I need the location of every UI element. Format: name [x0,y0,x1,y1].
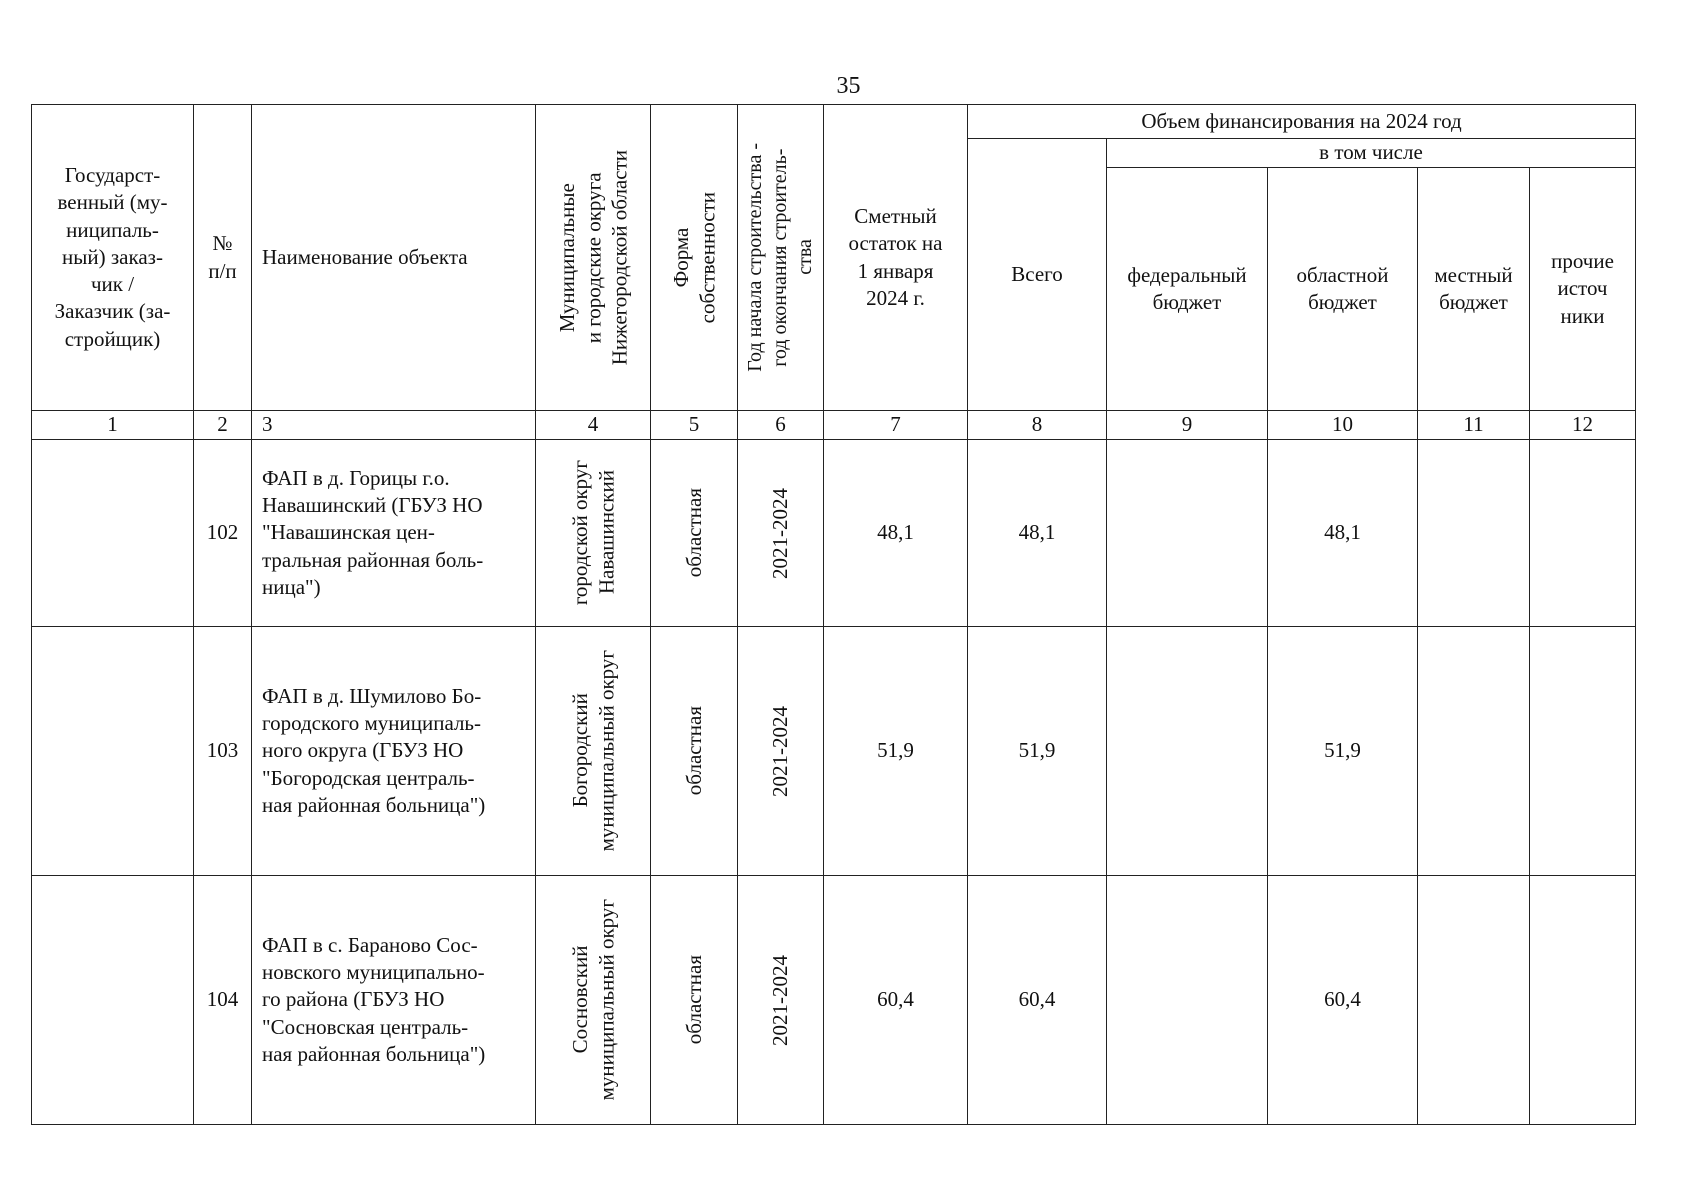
header-object-name: Наименование объекта [252,105,536,411]
years: 2021-2024 [768,954,793,1046]
object-name: ФАП в д. Горицы г.о. Навашинский (ГБУЗ НО "Навашинская цен- тральная районная боль- ница") [252,440,536,627]
column-number: 3 [252,411,536,440]
estimate-value: 51,9 [824,627,968,876]
federal-value [1107,440,1268,627]
municipality-cell [536,440,651,627]
column-number: 8 [968,411,1107,440]
header-ownership: Форма собственности [668,191,719,324]
local-value [1418,440,1530,627]
ownership-cell [651,876,738,1125]
financing-table [31,104,1636,1125]
header-local: местный бюджет [1418,168,1530,411]
header-federal: федеральный бюджет [1107,168,1268,411]
total-value: 48,1 [968,440,1107,627]
column-number: 1 [32,411,194,440]
column-number: 5 [651,411,738,440]
header-regional: областной бюджет [1268,168,1418,411]
customer-cell [32,440,194,627]
column-number: 10 [1268,411,1418,440]
years-cell [738,627,824,876]
header-estimate: Сметный остаток на 1 января 2024 г. [824,105,968,411]
regional-value: 60,4 [1268,876,1418,1125]
federal-value [1107,876,1268,1125]
ownership: областная [681,488,706,578]
header-municipality-cell [536,105,651,411]
column-number: 6 [738,411,824,440]
object-name: ФАП в с. Бараново Сос- новского муниципально- го района (ГБУЗ НО "Сосновская централь- ная районная больница") [252,876,536,1125]
column-number: 7 [824,411,968,440]
object-name: ФАП в д. Шумилово Бо- городского муниципаль- ного округа (ГБУЗ НО "Богородская централь- ная районная больница") [252,627,536,876]
ownership-cell [651,627,738,876]
header-municipality: Муниципальные и городские округа Нижегородской области [554,149,632,366]
table-row [32,876,1636,1125]
column-number: 2 [194,411,252,440]
customer-cell [32,876,194,1125]
header-including: в том числе [1107,139,1636,168]
header-row [32,105,1636,139]
municipality-cell [536,627,651,876]
other-value [1530,440,1636,627]
column-number: 11 [1418,411,1530,440]
estimate-value: 60,4 [824,876,968,1125]
local-value [1418,876,1530,1125]
header-financing: Объем финансирования на 2024 год [968,105,1636,139]
page-number: 35 [836,73,861,99]
column-number: 4 [536,411,651,440]
column-number: 12 [1530,411,1636,440]
municipality: Сосновский муниципальный округ [567,899,618,1101]
municipality: Богородский муниципальный округ [567,650,618,852]
customer-cell [32,627,194,876]
estimate-value: 48,1 [824,440,968,627]
table-row [32,440,1636,627]
header-years-cell [738,105,824,411]
years-cell [738,876,824,1125]
header-total: Всего [968,139,1107,411]
total-value: 60,4 [968,876,1107,1125]
other-value [1530,627,1636,876]
header-years: Год начала строительства - год окончания строитель- ства [744,143,816,372]
column-number-row [32,411,1636,440]
municipality: городской округ Навашинский [567,460,618,606]
table-row [32,627,1636,876]
federal-value [1107,627,1268,876]
regional-value: 51,9 [1268,627,1418,876]
ownership-cell [651,440,738,627]
header-ownership-cell [651,105,738,411]
header-customer: Государст- венный (му- ниципаль- ный) заказ- чик / Заказчик (за- стройщик) [32,105,194,411]
column-number: 9 [1107,411,1268,440]
header-other: прочие источ ники [1530,168,1636,411]
row-number: 102 [194,440,252,627]
local-value [1418,627,1530,876]
total-value: 51,9 [968,627,1107,876]
years-cell [738,440,824,627]
row-number: 104 [194,876,252,1125]
ownership: областная [681,706,706,796]
ownership: областная [681,955,706,1045]
years: 2021-2024 [768,487,793,579]
header-number: № п/п [194,105,252,411]
other-value [1530,876,1636,1125]
row-number: 103 [194,627,252,876]
municipality-cell [536,876,651,1125]
years: 2021-2024 [768,705,793,797]
regional-value: 48,1 [1268,440,1418,627]
